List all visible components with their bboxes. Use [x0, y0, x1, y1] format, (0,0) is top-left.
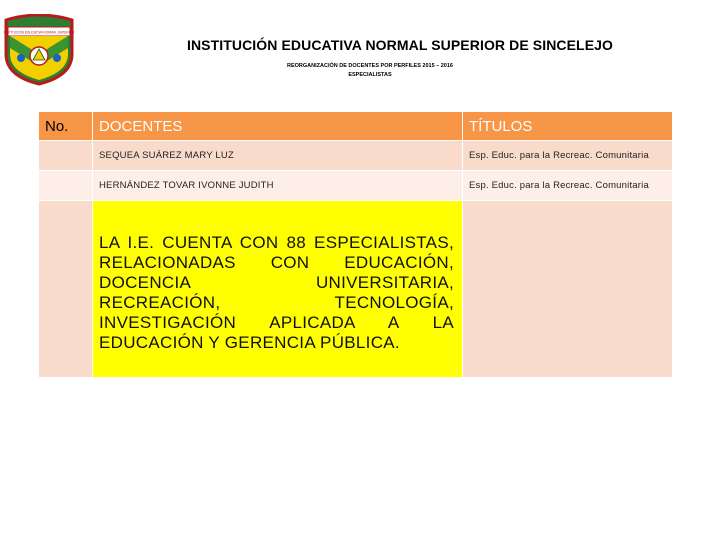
cell-no [39, 171, 93, 201]
cell-titulo: Esp. Educ. para la Recreac. Comunitaria [463, 141, 673, 171]
cell-empty [463, 201, 673, 378]
table-header-row [39, 112, 673, 141]
teachers-table [38, 111, 673, 378]
specialists-note: LA I.E. CUENTA CON 88 ESPECIALISTAS, RELACIONADAS CON EDUCACIÓN, DOCENCIA UNIVERSITARIA, RECREACIÓN, TECNOLOGÍA, INVESTIGACIÓN APLICADA A LA EDUCACIÓN Y GERENCIA PÚBLICA. [99, 233, 454, 352]
table-row [39, 141, 673, 171]
logo-text: INSTITUCIÓN EDUCATIVA NORMAL SUPERIOR [3, 30, 75, 35]
column-header-docentes: DOCENTES [93, 112, 463, 141]
cell-no [39, 201, 93, 378]
cell-no [39, 141, 93, 171]
school-crest-logo [2, 14, 76, 86]
highlight-note-cell [93, 201, 463, 378]
cell-titulo: Esp. Educ. para la Recreac. Comunitaria [463, 171, 673, 201]
cell-docente: SEQUEA SUÁREZ MARY LUZ [93, 141, 463, 171]
page-subtitle [250, 62, 490, 80]
page-title: INSTITUCIÓN EDUCATIVA NORMAL SUPERIOR DE SINCELEJO [186, 37, 614, 53]
table-row-note [39, 201, 673, 378]
column-header-no: No. [39, 112, 93, 141]
subtitle-line-2: ESPECIALISTAS [348, 72, 392, 78]
table-row [39, 171, 673, 201]
cell-docente: HERNÁNDEZ TOVAR IVONNE JUDITH [93, 171, 463, 201]
subtitle-line-1: REORGANIZACIÓN DE DOCENTES POR PERFILES 2015 – 2016 [287, 63, 453, 69]
column-header-titulos: TÍTULOS [463, 112, 673, 141]
